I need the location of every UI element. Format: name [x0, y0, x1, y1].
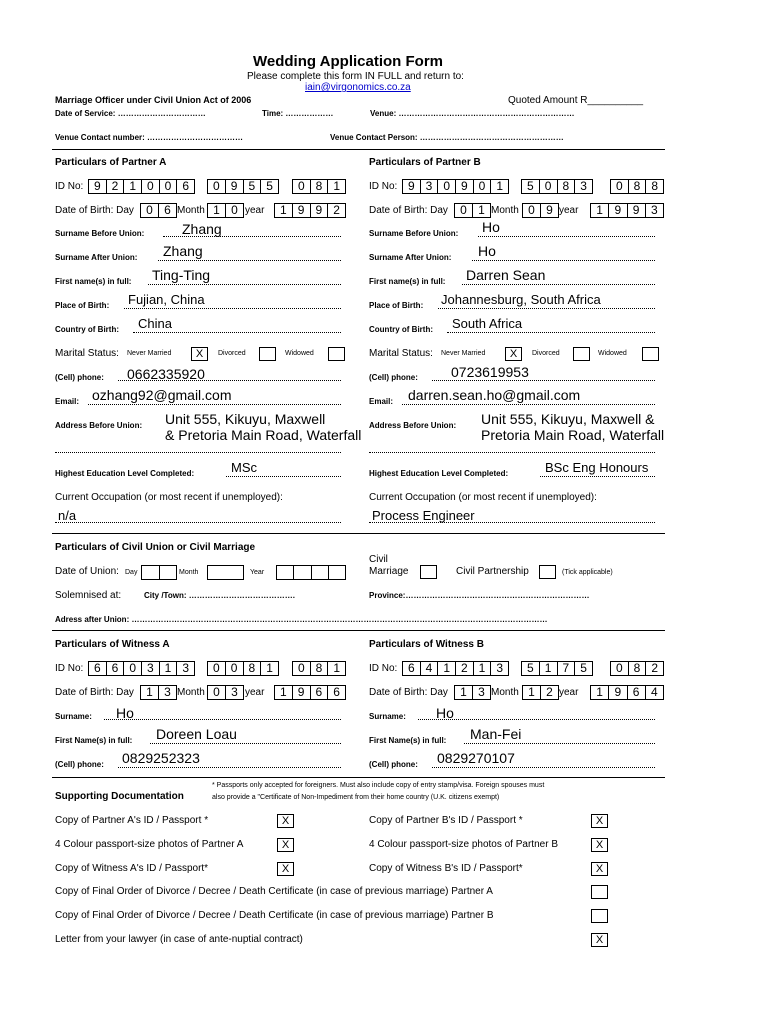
witness-a-dob-year[interactable]: 1 9 6 6 — [274, 685, 346, 700]
passport-note-line2: also provide a "Certificate of Non-Impediment from their home country (U.K. citizens exempt) — [212, 794, 500, 801]
partner-b-marital-label: Marital Status: — [369, 348, 433, 359]
marriage-label: Marriage — [369, 566, 409, 577]
civil-partnership-checkbox[interactable] — [539, 565, 556, 579]
partner-a-country-birth-label: Country of Birth: — [55, 325, 119, 334]
partner-a-place-birth[interactable]: Fujian, China — [128, 292, 205, 307]
form-title: Wedding Application Form — [253, 53, 443, 70]
partner-b-occupation-label: Current Occupation (or most recent if unemployed): — [369, 492, 597, 503]
dotted-line — [104, 719, 341, 720]
doc-witness-b-id-checkbox[interactable]: X — [591, 862, 608, 876]
dotted-line — [369, 452, 655, 453]
witness-a-id-box-1[interactable]: 6 6 0 3 1 3 — [88, 661, 195, 676]
dotted-line — [432, 380, 655, 381]
witness-b-year-label: year — [559, 687, 579, 698]
partner-a-divorced-checkbox[interactable] — [259, 347, 276, 361]
doc-partner-b-id-label: Copy of Partner B's ID / Passport * — [369, 815, 523, 826]
partner-a-month-label: Month — [177, 205, 205, 216]
partner-b-education[interactable]: BSc Eng Honours — [545, 460, 649, 475]
partner-b-divorced-checkbox[interactable] — [573, 347, 590, 361]
partner-a-country-birth[interactable]: China — [138, 316, 172, 331]
partner-b-surname-before-label: Surname Before Union: — [369, 229, 459, 238]
witness-b-first-names[interactable]: Man-Fei — [470, 726, 522, 742]
partner-a-widowed-label: Widowed — [285, 350, 314, 357]
doc-lawyer-label: Letter from your lawyer (in case of ante-nuptial contract) — [55, 934, 303, 945]
divider — [52, 630, 665, 631]
partner-b-address-line1[interactable]: Unit 555, Kikuyu, Maxwell & — [481, 411, 655, 427]
partner-a-address-line2[interactable]: & Pretoria Main Road, Waterfall — [165, 427, 362, 443]
partner-b-surname-after[interactable]: Ho — [478, 243, 496, 259]
partner-a-year-label: year — [245, 205, 265, 216]
partner-a-education-label: Highest Education Level Completed: — [55, 469, 195, 478]
tick-applicable-note: (Tick applicable) — [562, 569, 613, 576]
witness-b-id-box-1[interactable]: 6 4 1 2 1 3 — [402, 661, 509, 676]
witness-a-surname-label: Surname: — [55, 712, 92, 721]
divider — [52, 777, 665, 778]
partner-a-surname-after-label: Surname After Union: — [55, 253, 138, 262]
doc-witness-a-id-label: Copy of Witness A's ID / Passport* — [55, 863, 209, 874]
partner-b-divorced-label: Divorced — [532, 350, 560, 357]
civil-partnership-label: Civil Partnership — [456, 566, 529, 577]
marriage-checkbox[interactable] — [420, 565, 437, 579]
witness-a-id-box-3[interactable]: 0 8 1 — [292, 661, 346, 676]
witness-b-surname[interactable]: Ho — [436, 705, 454, 721]
witness-a-year-label: year — [245, 687, 265, 698]
partner-b-id-box-1[interactable]: 9 3 0 9 0 1 — [402, 179, 509, 194]
partner-a-id-box-1[interactable]: 9 2 1 0 0 6 — [88, 179, 195, 194]
doc-divorce-b-label: Copy of Final Order of Divorce / Decree / Death Certificate (in case of previous marriage) Partner B — [55, 910, 494, 921]
partner-b-address-line2[interactable]: Pretoria Main Road, Waterfall — [481, 427, 665, 443]
doc-divorce-b-checkbox[interactable] — [591, 909, 608, 923]
partner-a-email[interactable]: ozhang92@gmail.com — [92, 387, 232, 403]
partner-b-place-birth[interactable]: Johannesburg, South Africa — [441, 292, 601, 307]
witness-a-cell-label: (Cell) phone: — [55, 760, 104, 769]
doc-partner-b-id-checkbox[interactable]: X — [591, 814, 608, 828]
partner-a-id-label: ID No: — [55, 181, 84, 192]
witness-b-id-label: ID No: — [369, 663, 398, 674]
return-email-link[interactable]: iain@virgonomics.co.za — [305, 82, 411, 93]
union-month-box[interactable] — [207, 565, 244, 580]
partner-b-dob-year[interactable]: 1 9 9 3 — [590, 203, 664, 218]
doc-witness-b-id-label: Copy of Witness B's ID / Passport* — [369, 863, 523, 874]
doc-partner-b-photos-checkbox[interactable]: X — [591, 838, 608, 852]
partner-b-month-label: Month — [491, 205, 519, 216]
partner-a-dob-day[interactable]: 0 6 — [140, 203, 177, 218]
witness-a-dob-label: Date of Birth: Day — [55, 687, 134, 698]
union-month-label: Month — [179, 569, 199, 576]
partner-a-education[interactable]: MSc — [231, 460, 257, 475]
partner-b-dob-label: Date of Birth: Day — [369, 205, 448, 216]
doc-partner-b-photos-label: 4 Colour passport-size photos of Partner B — [369, 839, 558, 850]
witness-b-cell-label: (Cell) phone: — [369, 760, 418, 769]
partner-b-surname-before[interactable]: Ho — [482, 219, 500, 235]
witness-b-dob-day[interactable]: 1 3 — [454, 685, 491, 700]
dotted-line — [447, 332, 655, 333]
partner-a-first-names-label: First name(s) in full: — [55, 277, 132, 286]
dotted-line — [478, 236, 655, 237]
partner-b-id-label: ID No: — [369, 181, 398, 192]
dotted-line — [148, 284, 341, 285]
partner-b-cell[interactable]: 0723619953 — [451, 364, 529, 380]
partner-b-id-box-3[interactable]: 0 8 8 — [610, 179, 664, 194]
partner-b-dob-month[interactable]: 0 9 — [522, 203, 559, 218]
partner-a-email-label: Email: — [55, 397, 80, 406]
partner-b-email-label: Email: — [369, 397, 394, 406]
partner-a-cell-label: (Cell) phone: — [55, 373, 104, 382]
dotted-line — [438, 308, 655, 309]
witness-b-dob-label: Date of Birth: Day — [369, 687, 448, 698]
partner-b-widowed-label: Widowed — [598, 350, 627, 357]
partner-b-email[interactable]: darren.sean.ho@gmail.com — [408, 387, 581, 403]
witness-b-dob-year[interactable]: 1 9 6 4 — [590, 685, 664, 700]
solemnised-label: Solemnised at: — [55, 590, 122, 601]
witness-b-surname-label: Surname: — [369, 712, 406, 721]
witness-a-dob-month[interactable]: 0 3 — [207, 685, 244, 700]
witness-b-month-label: Month — [491, 687, 519, 698]
partner-b-occupation[interactable]: Process Engineer — [372, 508, 475, 523]
address-after-union-field[interactable]: Adress after Union: ………………………………………………………………………………………………………………………………………… — [55, 615, 548, 624]
dotted-line — [432, 767, 655, 768]
dotted-line — [402, 404, 655, 405]
witness-a-id-box-2[interactable]: 0 0 8 1 — [207, 661, 279, 676]
divider — [52, 149, 665, 150]
witness-b-dob-month[interactable]: 1 2 — [522, 685, 559, 700]
date-of-service: Date of Service: …………………………… — [55, 109, 206, 118]
partner-b-first-names[interactable]: Darren Sean — [466, 267, 546, 283]
dotted-line — [226, 476, 341, 477]
union-day-box[interactable] — [141, 565, 177, 580]
doc-partner-a-id-checkbox[interactable]: X — [277, 814, 294, 828]
doc-partner-a-photos-label: 4 Colour passport-size photos of Partner A — [55, 839, 244, 850]
partner-b-cell-label: (Cell) phone: — [369, 373, 418, 382]
quoted-amount: Quoted Amount R__________ — [508, 95, 644, 106]
partner-a-surname-after[interactable]: Zhang — [163, 243, 203, 259]
partner-a-dob-month[interactable]: 1 0 — [207, 203, 244, 218]
partner-a-address-line1[interactable]: Unit 555, Kikuyu, Maxwell — [165, 411, 326, 427]
partner-a-dob-year[interactable]: 1 9 9 2 — [274, 203, 346, 218]
partner-a-occupation-label: Current Occupation (or most recent if unemployed): — [55, 492, 283, 503]
service-time: Time: ……………… — [262, 109, 334, 118]
partner-b-country-birth-label: Country of Birth: — [369, 325, 433, 334]
partner-a-address-label: Address Before Union: — [55, 421, 143, 430]
doc-witness-a-id-checkbox[interactable]: X — [277, 862, 294, 876]
partner-b-id-box-2[interactable]: 5 0 8 3 — [521, 179, 593, 194]
dotted-line — [118, 767, 341, 768]
dotted-line — [462, 284, 655, 285]
witness-b-cell[interactable]: 0829270107 — [437, 750, 515, 766]
dotted-line — [133, 332, 341, 333]
witness-a-first-names-label: First Name(s) in full: — [55, 736, 133, 745]
partner-a-id-box-3[interactable]: 0 8 1 — [292, 179, 346, 194]
union-day-label: Day — [125, 569, 138, 576]
partner-b-dob-day[interactable]: 0 1 — [454, 203, 491, 218]
partner-b-never-married-label: Never Married — [441, 350, 486, 357]
passport-note-line1: * Passports only accepted for foreigners. Must also include copy of entry stamp/visa. Foreign spouses must — [212, 782, 545, 789]
witness-a-id-label: ID No: — [55, 663, 84, 674]
dotted-line — [158, 260, 341, 261]
partner-a-never-married-checkbox[interactable]: X — [191, 347, 208, 361]
partner-a-cell[interactable]: 0662335920 — [127, 366, 205, 382]
partner-b-heading: Particulars of Partner B — [369, 157, 481, 168]
doc-divorce-a-checkbox[interactable] — [591, 885, 608, 899]
form-subtitle: Please complete this form IN FULL and return to: — [247, 71, 464, 82]
doc-partner-a-photos-checkbox[interactable]: X — [277, 838, 294, 852]
partner-a-marital-label: Marital Status: — [55, 348, 119, 359]
witness-a-first-names[interactable]: Doreen Loau — [156, 726, 237, 742]
city-town-field[interactable]: City /Town: …………………………………. — [144, 591, 295, 600]
dotted-line — [150, 743, 341, 744]
doc-lawyer-checkbox[interactable]: X — [591, 933, 608, 947]
partner-a-widowed-checkbox[interactable] — [328, 347, 345, 361]
witness-a-cell[interactable]: 0829252323 — [122, 750, 200, 766]
dotted-line — [472, 260, 655, 261]
witness-a-month-label: Month — [177, 687, 205, 698]
witness-a-surname[interactable]: Ho — [116, 705, 134, 721]
partner-a-id-box-2[interactable]: 0 9 5 5 — [207, 179, 279, 194]
union-heading: Particulars of Civil Union or Civil Marriage — [55, 542, 256, 553]
partner-b-place-birth-label: Place of Birth: — [369, 301, 424, 310]
venue-contact-number: Venue Contact number: ……………………………… — [55, 133, 244, 142]
partner-a-divorced-label: Divorced — [218, 350, 246, 357]
officer-label: Marriage Officer under Civil Union Act of 2006 — [55, 95, 252, 105]
union-year-box[interactable] — [276, 565, 346, 580]
partner-a-place-birth-label: Place of Birth: — [55, 301, 110, 310]
province-field[interactable]: Province:…………………………………………………………… — [369, 591, 590, 600]
partner-b-country-birth[interactable]: South Africa — [452, 316, 523, 331]
partner-b-widowed-checkbox[interactable] — [642, 347, 659, 361]
dotted-line — [55, 522, 341, 523]
partner-b-address-label: Address Before Union: — [369, 421, 457, 430]
partner-b-first-names-label: First name(s) in full: — [369, 277, 446, 286]
partner-a-surname-before-label: Surname Before Union: — [55, 229, 145, 238]
dotted-line — [540, 476, 655, 477]
witness-b-first-names-label: First Name(s) in full: — [369, 736, 447, 745]
venue-contact-person: Venue Contact Person: ……………………………………………… — [330, 133, 564, 142]
dotted-line — [88, 404, 341, 405]
doc-partner-a-id-label: Copy of Partner A's ID / Passport * — [55, 815, 209, 826]
partner-a-first-names[interactable]: Ting-Ting — [152, 267, 211, 283]
partner-a-dob-label: Date of Birth: Day — [55, 205, 134, 216]
date-of-union-label: Date of Union: — [55, 566, 119, 577]
partner-b-year-label: year — [559, 205, 579, 216]
partner-a-surname-before[interactable]: Zhang — [182, 221, 222, 237]
docs-heading: Supporting Documentation — [55, 791, 184, 802]
partner-a-heading: Particulars of Partner A — [55, 157, 167, 168]
dotted-line — [464, 743, 655, 744]
divider — [52, 533, 665, 534]
partner-b-education-label: Highest Education Level Completed: — [369, 469, 509, 478]
witness-b-id-box-2[interactable]: 5 1 7 5 — [521, 661, 593, 676]
civil-label: Civil — [369, 554, 388, 565]
partner-b-never-married-checkbox[interactable]: X — [505, 347, 522, 361]
dotted-line — [124, 308, 341, 309]
witness-b-heading: Particulars of Witness B — [369, 639, 484, 650]
witness-a-heading: Particulars of Witness A — [55, 639, 170, 650]
partner-a-never-married-label: Never Married — [127, 350, 172, 357]
venue: Venue: ………………………………………………………… — [370, 109, 575, 118]
union-year-label: Year — [250, 569, 265, 576]
witness-b-id-box-3[interactable]: 0 8 2 — [610, 661, 664, 676]
witness-a-dob-day[interactable]: 1 3 — [140, 685, 177, 700]
partner-b-surname-after-label: Surname After Union: — [369, 253, 452, 262]
dotted-line — [55, 452, 341, 453]
doc-divorce-a-label: Copy of Final Order of Divorce / Decree / Death Certificate (in case of previous marriage) Partner A — [55, 886, 493, 897]
partner-a-occupation[interactable]: n/a — [58, 508, 77, 523]
